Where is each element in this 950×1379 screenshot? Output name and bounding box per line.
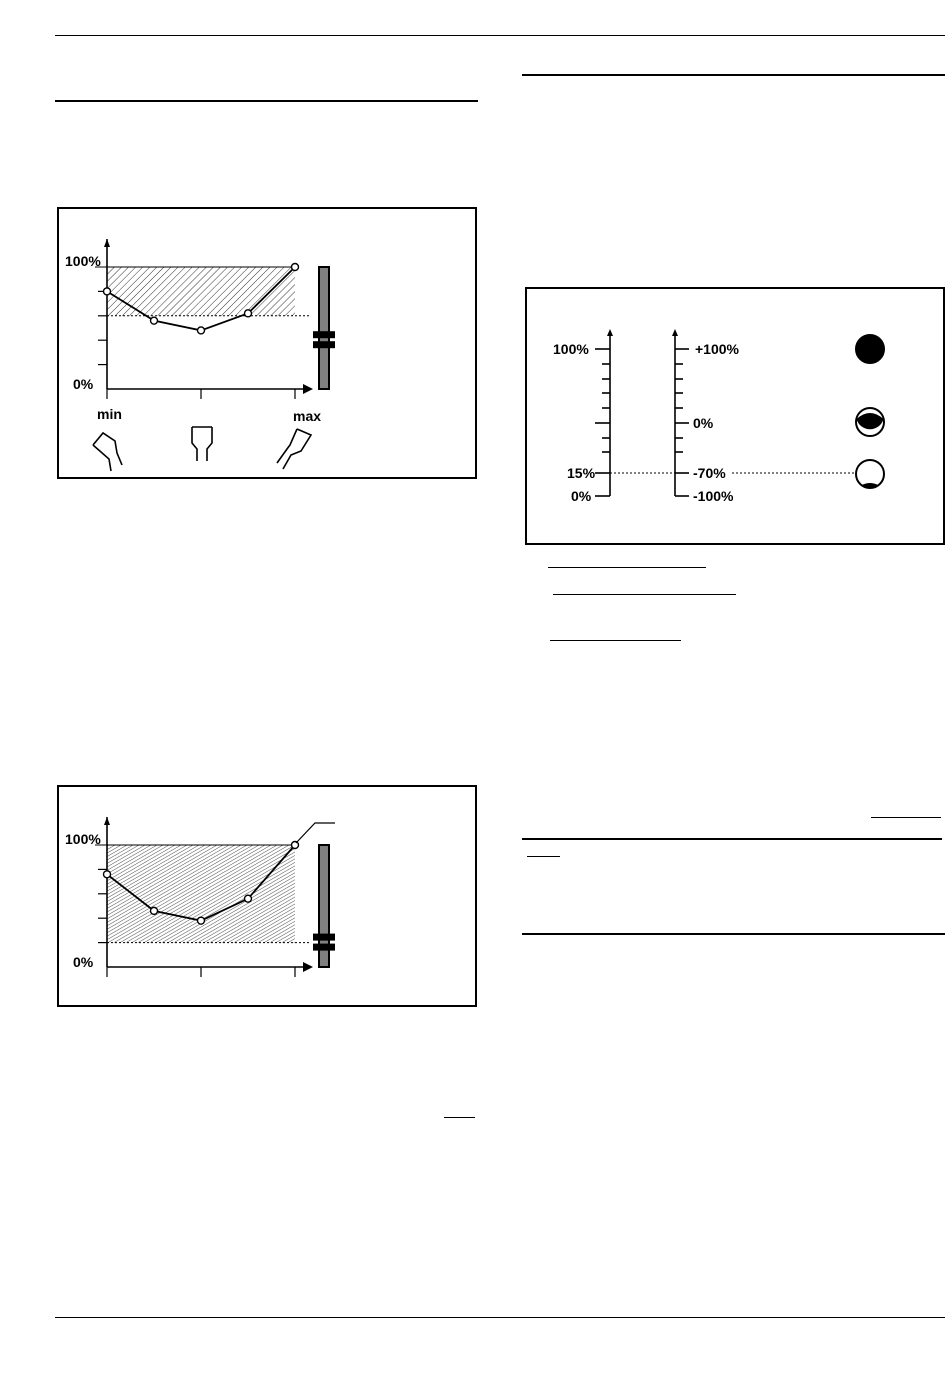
underline-5 [527,856,560,857]
callout-leader-line [296,823,335,843]
left-section-rule [55,100,478,102]
right-section-rule-2 [522,933,945,935]
knob-bottom [313,341,335,348]
data-point [292,264,299,271]
right-scale-top-label: +100% [695,341,739,357]
page-footer-rule [55,1317,945,1318]
left-scale-arrow-icon [607,329,613,336]
data-point [151,317,158,324]
right-scale-mid-label: -70% [693,465,726,481]
shaded-region [107,845,295,943]
data-point [245,895,252,902]
y-top-label: 100% [65,831,101,847]
y-axis-arrow-icon [104,239,110,247]
y-top-label: 100% [65,253,101,269]
full-circle-icon [856,335,884,363]
data-point [198,917,205,924]
right-scale-axis [675,335,689,496]
right-scale-arrow-icon [672,329,678,336]
underline-3 [550,640,681,641]
left-scale-axis [595,335,610,496]
left-scale-mid-label: 15% [567,465,596,481]
data-point [245,310,252,317]
figure-3-scales [527,289,943,543]
figure-2-chart [59,787,475,1005]
x-axis-arrow-icon [303,962,313,972]
data-point [104,288,111,295]
data-point [104,871,111,878]
figure-2-box [57,785,477,1007]
nozzle-tilted-right-icon [277,429,311,469]
left-scale-bottom-label: 0% [571,488,592,504]
right-scale-bottom-label: -100% [693,488,734,504]
data-point [198,327,205,334]
underline-2 [553,594,736,595]
y-bottom-label: 0% [73,376,94,392]
figure-1-chart [59,209,475,477]
x-min-label: min [97,406,122,422]
knob-top [313,331,335,338]
knob-bottom [313,944,335,951]
y-bottom-label: 0% [73,954,94,970]
underline-6 [444,1117,475,1118]
nozzle-straight-icon [192,427,212,461]
figure-1-box [57,207,477,479]
x-max-label: max [293,408,322,424]
underline-4 [871,817,941,818]
data-point [292,842,299,849]
underline-1 [548,567,706,568]
page-header-rule [55,35,945,36]
data-point [151,907,158,914]
x-axis-arrow-icon [303,384,313,394]
left-scale-top-label: 100% [553,341,589,357]
figure-3-box [525,287,945,545]
knob-top [313,934,335,941]
right-scale-zero-label: 0% [693,415,714,431]
nozzle-tilted-left-icon [93,433,122,471]
low-circle-icon [856,460,884,488]
level-slider-track [319,267,329,389]
half-circle-icon [856,408,884,436]
right-section-rule [522,74,945,76]
right-block-rule [522,838,942,840]
y-axis-arrow-icon [104,817,110,825]
